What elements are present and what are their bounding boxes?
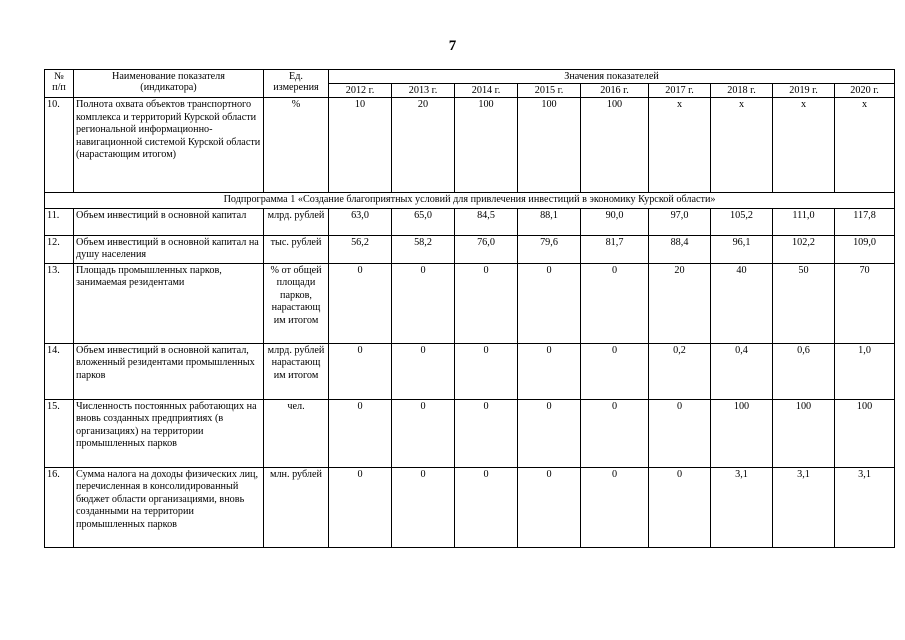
indicator-name: Численность постоянных работающих на вновь созданных предприятиях (в организациях) на территории промышленных парков [74,399,264,467]
value-cell: х [773,98,835,193]
value-cell: 0 [329,399,392,467]
value-cell: 76,0 [455,235,518,263]
indicator-unit: тыс. рублей [264,235,329,263]
value-cell: 88,1 [518,208,581,235]
value-cell: 90,0 [581,208,649,235]
row-number: 11. [45,208,74,235]
value-cell: 40 [711,263,773,343]
value-cell: 0 [455,399,518,467]
subprogram-row [45,193,895,209]
indicator-unit: чел. [264,399,329,467]
header-indicator-name: Наименование показателя (индикатора) [74,70,264,98]
row-number: 12. [45,235,74,263]
header-year: 2019 г. [773,84,835,98]
row-number: 10. [45,98,74,193]
value-cell: 0 [455,343,518,399]
value-cell: 117,8 [835,208,895,235]
value-cell: 65,0 [392,208,455,235]
header-year: 2017 г. [649,84,711,98]
value-cell: 0 [518,399,581,467]
indicator-name: Объем инвестиций в основной капитал на душу населения [74,235,264,263]
value-cell: 0 [581,467,649,547]
subprogram-title: Подпрограмма 1 «Создание благоприятных условий для привлечения инвестиций в экономику Курской области» [45,193,895,209]
indicators-table [44,69,895,548]
row-number: 14. [45,343,74,399]
header-unit: Ед. измерения [264,70,329,98]
indicator-name: Сумма налога на доходы физических лиц, перечисленная в консолидированный бюджет области организациями, вновь созданными на территории промышленных парков [74,467,264,547]
value-cell: 79,6 [518,235,581,263]
value-cell: 56,2 [329,235,392,263]
value-cell: х [711,98,773,193]
indicator-unit: % [264,98,329,193]
table-row [45,399,895,467]
value-cell: 0 [329,263,392,343]
header-number: № п/п [45,70,74,98]
value-cell: 109,0 [835,235,895,263]
indicator-unit: млрд. рублей нарастающ им итогом [264,343,329,399]
header-year: 2014 г. [455,84,518,98]
header-year: 2016 г. [581,84,649,98]
value-cell: 63,0 [329,208,392,235]
value-cell: 58,2 [392,235,455,263]
value-cell: 0 [392,343,455,399]
value-cell: 0 [518,467,581,547]
value-cell: 111,0 [773,208,835,235]
header-year: 2013 г. [392,84,455,98]
value-cell: 0 [329,467,392,547]
value-cell: 100 [518,98,581,193]
table-row [45,343,895,399]
value-cell: 0 [649,399,711,467]
value-cell: 0,6 [773,343,835,399]
value-cell: 0,2 [649,343,711,399]
indicator-name: Полнота охвата объектов транспортного комплекса и территорий Курской области региональной информационно-навигационной системой Курской области (нарастающим итогом) [74,98,264,193]
indicator-name: Объем инвестиций в основной капитал, вложенный резидентами промышленных парков [74,343,264,399]
value-cell: 0 [649,467,711,547]
value-cell: 0 [392,263,455,343]
value-cell: 100 [581,98,649,193]
value-cell: 96,1 [711,235,773,263]
value-cell: 10 [329,98,392,193]
value-cell: 0 [581,263,649,343]
indicator-unit: млн. рублей [264,467,329,547]
value-cell: 0 [455,263,518,343]
value-cell: 105,2 [711,208,773,235]
indicator-unit: % от общей площади парков, нарастающ им итогом [264,263,329,343]
page-number: 7 [448,38,457,54]
table-row [45,208,895,235]
value-cell: 100 [711,399,773,467]
value-cell: х [835,98,895,193]
header-values-group: Значения показателей [329,70,895,84]
value-cell: 0 [455,467,518,547]
value-cell: 84,5 [455,208,518,235]
value-cell: 20 [392,98,455,193]
value-cell: 1,0 [835,343,895,399]
value-cell: 70 [835,263,895,343]
row-number: 16. [45,467,74,547]
table-row [45,467,895,547]
value-cell: 20 [649,263,711,343]
value-cell: 0 [518,263,581,343]
value-cell: х [649,98,711,193]
value-cell: 50 [773,263,835,343]
table-row [45,235,895,263]
header-year: 2020 г. [835,84,895,98]
indicator-name: Площадь промышленных парков, занимаемая резидентами [74,263,264,343]
value-cell: 0 [518,343,581,399]
value-cell: 88,4 [649,235,711,263]
value-cell: 3,1 [835,467,895,547]
table-row [45,263,895,343]
indicator-name: Объем инвестиций в основной капитал [74,208,264,235]
value-cell: 0 [392,467,455,547]
value-cell: 100 [773,399,835,467]
value-cell: 100 [455,98,518,193]
header-year: 2012 г. [329,84,392,98]
value-cell: 0 [392,399,455,467]
value-cell: 81,7 [581,235,649,263]
value-cell: 0,4 [711,343,773,399]
value-cell: 100 [835,399,895,467]
row-number: 13. [45,263,74,343]
header-year: 2018 г. [711,84,773,98]
row-number: 15. [45,399,74,467]
value-cell: 3,1 [711,467,773,547]
value-cell: 0 [581,399,649,467]
header-year: 2015 г. [518,84,581,98]
value-cell: 3,1 [773,467,835,547]
value-cell: 0 [329,343,392,399]
table-row [45,98,895,193]
indicator-unit: млрд. рублей [264,208,329,235]
value-cell: 102,2 [773,235,835,263]
value-cell: 97,0 [649,208,711,235]
value-cell: 0 [581,343,649,399]
